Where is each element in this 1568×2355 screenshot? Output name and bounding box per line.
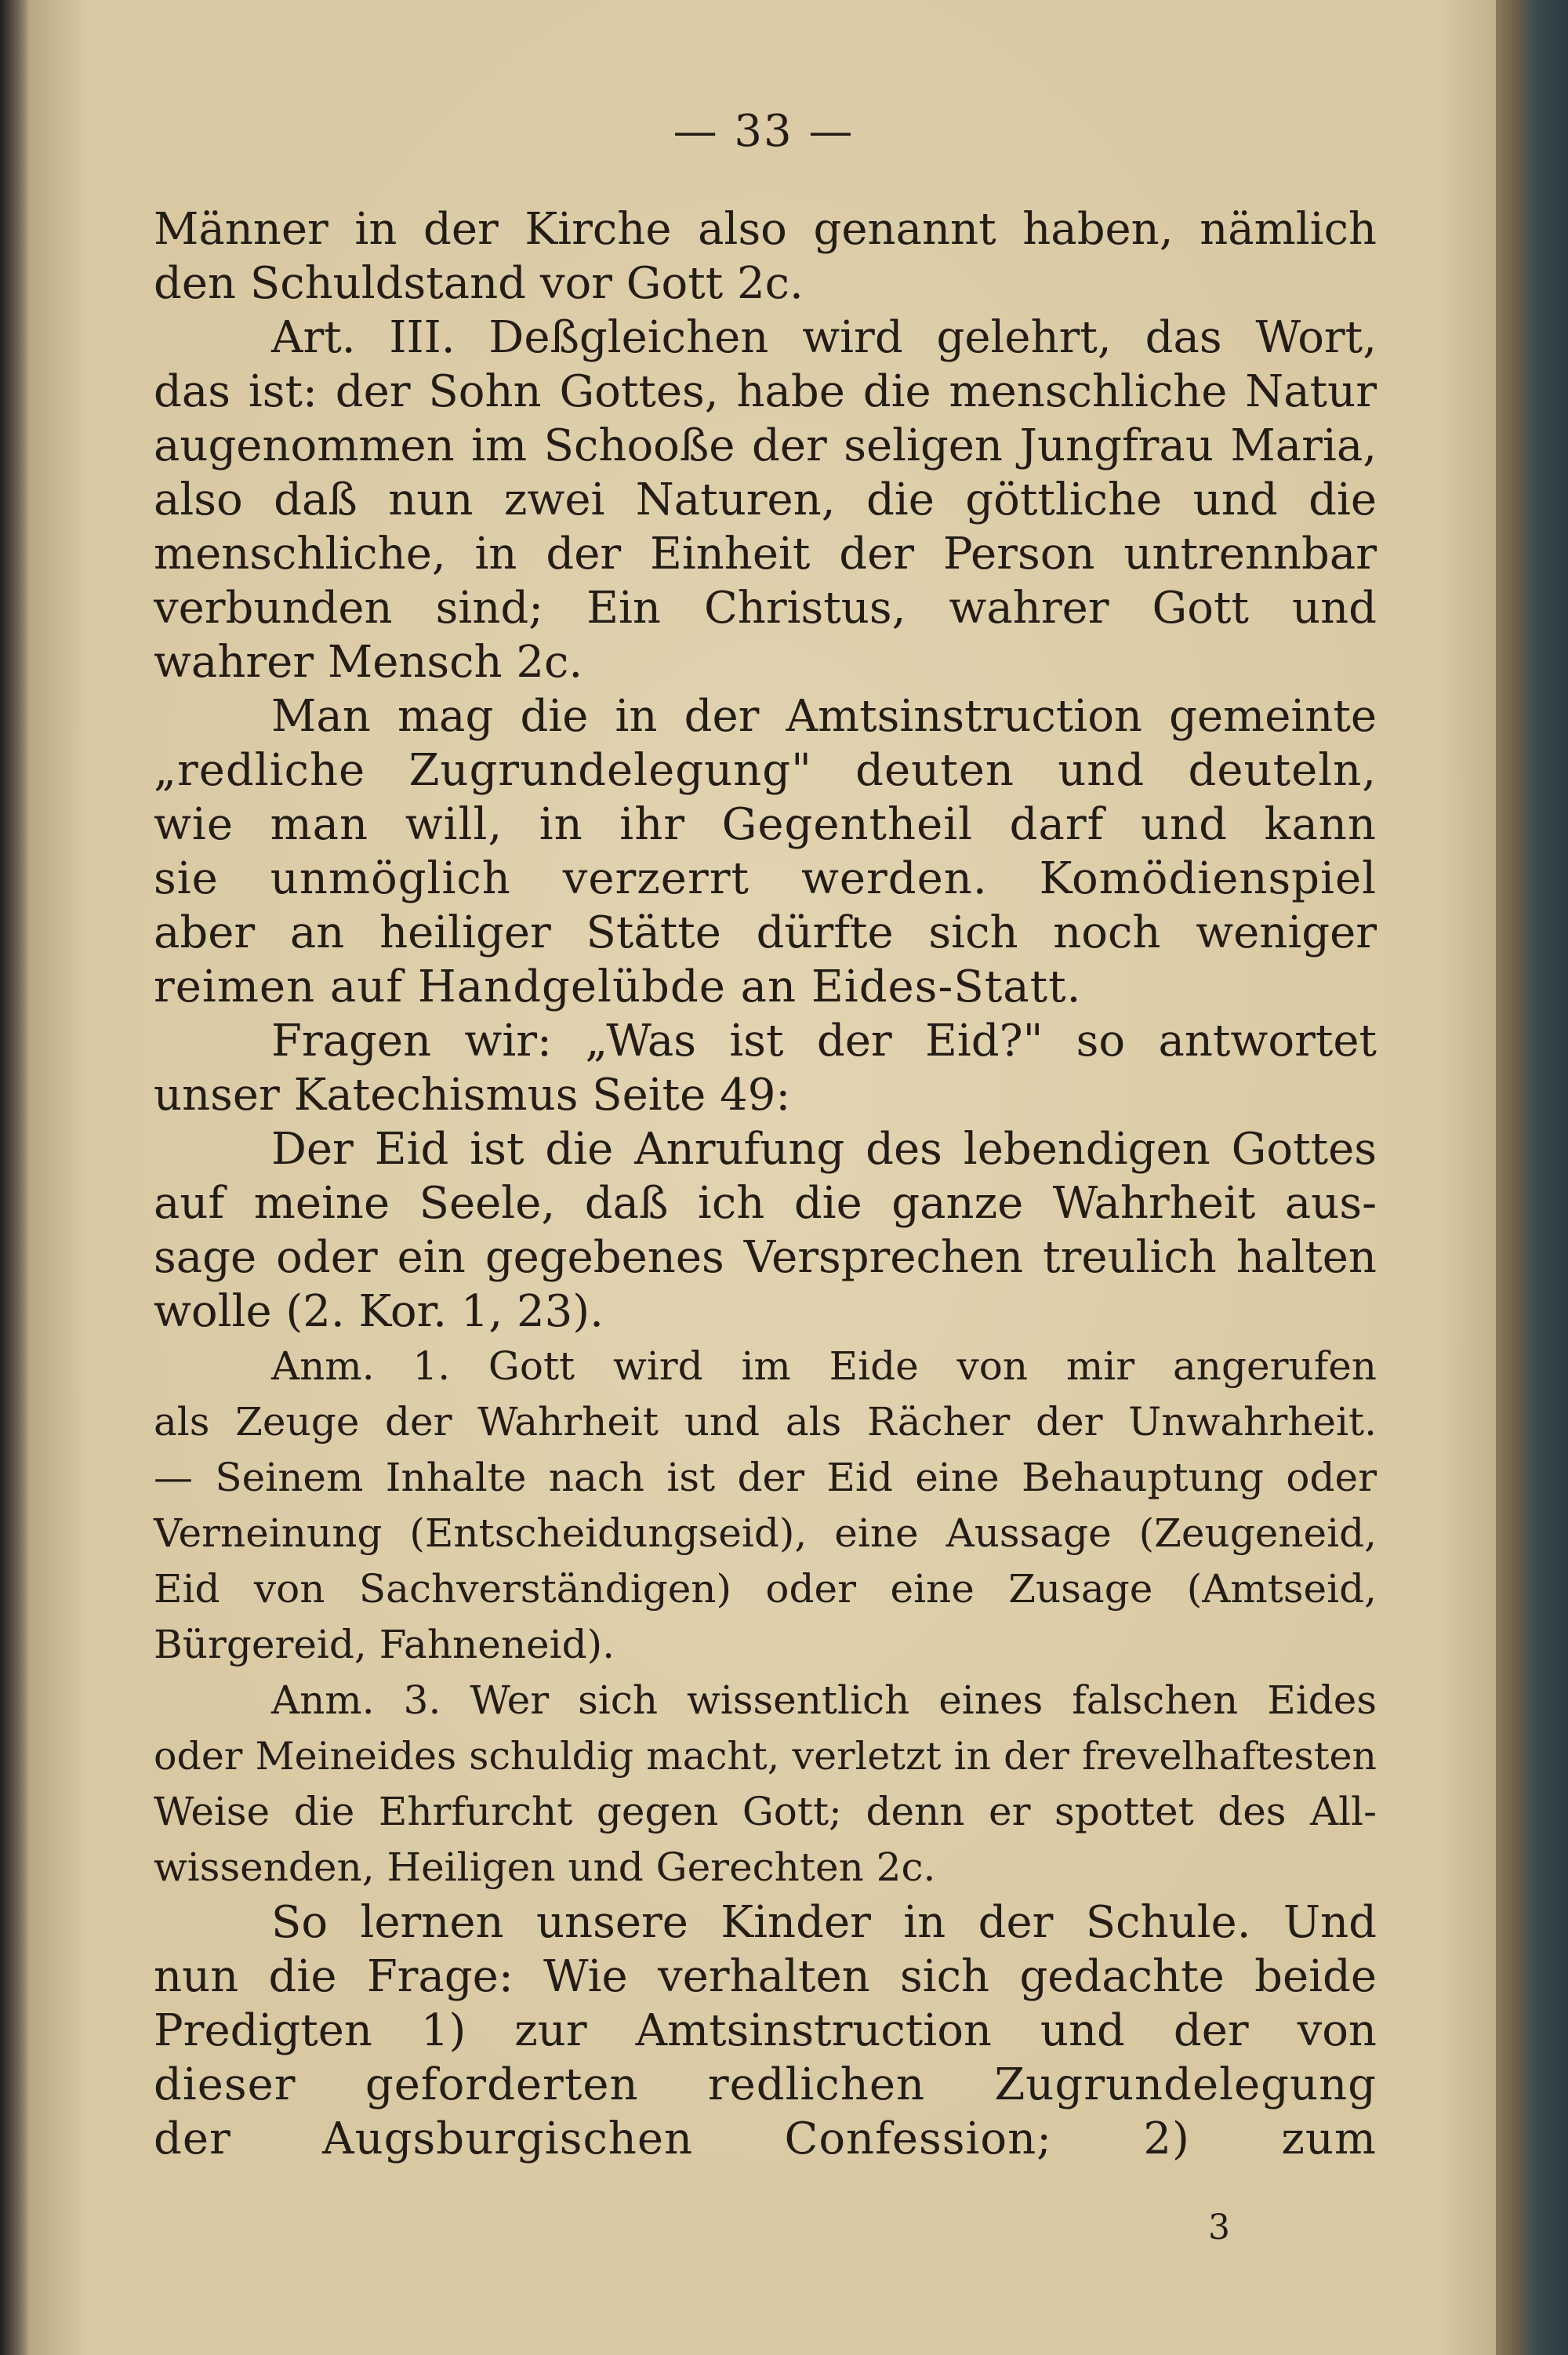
text-line: menschliche, in der Einheit der Person untrennbar (154, 529, 1377, 580)
text-line: Predigten 1) zur Amtsinstruction und der von (154, 2005, 1377, 2056)
text-line: Man mag die in der Amtsinstruction gemeinte (271, 691, 1377, 742)
text-line: „redliche Zugrundelegung" deuten und deuteln, (154, 745, 1377, 796)
page-number: — 33 — (673, 106, 855, 157)
text-line: Anm. 1. Gott wird im Eide von mir angerufen (271, 1343, 1377, 1389)
text-line: Männer in der Kirche also genannt haben, nämlich (154, 204, 1377, 255)
text-line: wissenden, Heiligen und Gerechten 2c. (154, 1844, 936, 1890)
book-edge (1496, 0, 1568, 2355)
text-line: Weise die Ehrfurcht gegen Gott; denn er spottet des All- (154, 1789, 1377, 1834)
text-line: das ist: der Sohn Gottes, habe die menschliche Natur (154, 366, 1377, 417)
text-line: So lernen unsere Kinder in der Schule. Und (271, 1897, 1377, 1948)
text-line: der Augsburgischen Confession; 2) zum (154, 2113, 1377, 2164)
text-line: Art. III. Deßgleichen wird gelehrt, das Wort, (271, 312, 1377, 363)
text-line: Anm. 3. Wer sich wissentlich eines falschen Eides (271, 1677, 1377, 1723)
gutter (0, 0, 30, 2355)
text-line: reimen auf Handgelübde an Eides-Statt. (154, 961, 1082, 1012)
page (28, 0, 1499, 2355)
text-line: — Seinem Inhalte nach ist der Eid eine Behauptung oder (154, 1455, 1377, 1500)
body-text (154, 202, 1377, 2166)
text-line: aber an heiliger Stätte dürfte sich noch weniger (154, 907, 1377, 958)
text-line: verbunden sind; Ein Christus, wahrer Gott und (154, 583, 1377, 634)
text-line: als Zeuge der Wahrheit und als Rächer der Unwahrheit. (154, 1399, 1377, 1445)
text-line: sie unmöglich verzerrt werden. Komödienspiel (154, 853, 1377, 904)
text-line: wolle (2. Kor. 1, 23). (154, 1286, 604, 1337)
text-line: sage oder ein gegebenes Versprechen treulich halten (154, 1232, 1377, 1283)
text-line: unser Katechismus Seite 49: (154, 1070, 791, 1121)
text-line: Der Eid ist die Anrufung des lebendigen Gottes (271, 1124, 1377, 1175)
text-line: nun die Frage: Wie verhalten sich gedachte beide (154, 1951, 1377, 2002)
text-line: oder Meineides schuldig macht, verletzt in der frevelhaftesten (154, 1734, 1377, 1779)
text-line: Verneinung (Entscheidungseid), eine Aussage (Zeugeneid, (154, 1510, 1377, 1556)
text-line: Bürgereid, Fahneneid). (154, 1622, 615, 1667)
text-line: auf meine Seele, daß ich die ganze Wahrheit aus- (154, 1178, 1377, 1229)
text-line: dieser geforderten redlichen Zugrundelegung (154, 2059, 1377, 2110)
signature-mark: 3 (1208, 2208, 1230, 2248)
text-line: Eid von Sachverständigen) oder eine Zusage (Amtseid, (154, 1566, 1377, 1612)
text-line: Fragen wir: „Was ist der Eid?" so antwortet (271, 1016, 1377, 1067)
text-line: den Schuldstand vor Gott 2c. (154, 258, 804, 309)
text-line: wahrer Mensch 2c. (154, 637, 583, 688)
text-line: also daß nun zwei Naturen, die göttliche und die (154, 474, 1377, 525)
text-line: augenommen im Schooße der seligen Jungfrau Maria, (154, 420, 1377, 471)
text-line: wie man will, in ihr Gegentheil darf und kann (154, 799, 1377, 850)
